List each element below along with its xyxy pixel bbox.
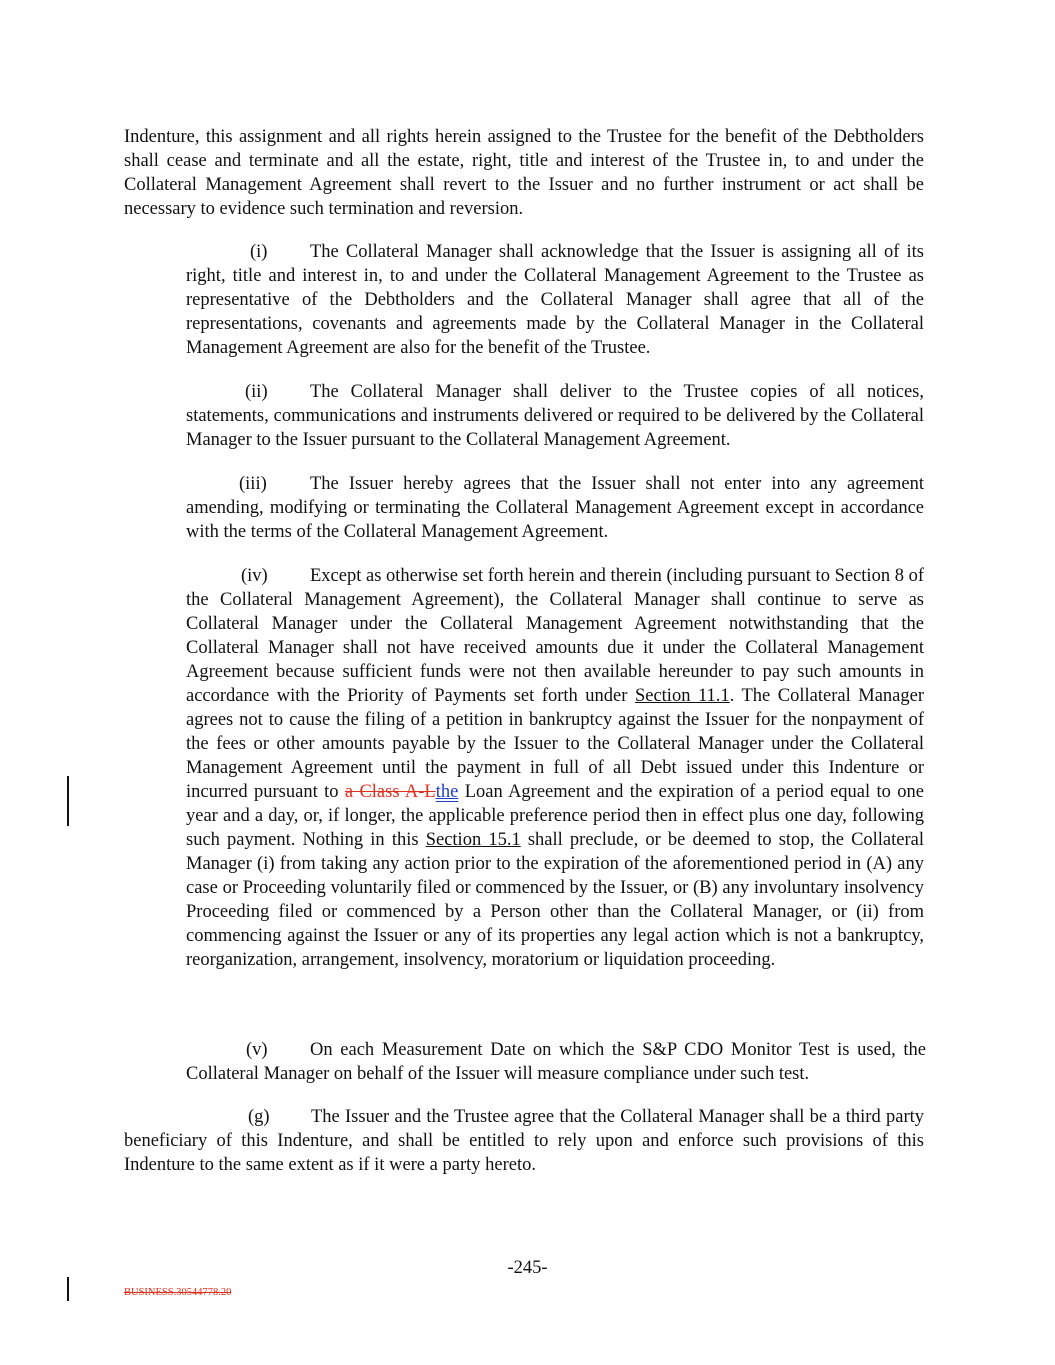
clause-g-number: (g) (248, 1107, 270, 1127)
clause-iii-number: (iii) (239, 474, 267, 494)
clause-iv (186, 564, 924, 972)
clause-iv-number: (iv) (241, 566, 268, 586)
clause-ii-number: (ii) (245, 382, 268, 402)
clause-iv-text-1: Except as otherwise set forth herein and therein (including pursuant to Section 8 of the Collateral Management Agreement), the Collateral Manager shall continue to serve as Collateral Manager under the Collateral Management Agreement notwithstanding that the Collateral Manager shall not have received amounts due it under the Collateral Management Agreement because sufficient funds were not then available hereunder to pay such amounts in accordance with the Priority of Payments set forth under (186, 566, 924, 706)
deleted-text: a Class A-L (344, 782, 436, 802)
clause-i (186, 240, 924, 360)
clause-g-text: The Issuer and the Trustee agree that the Collateral Manager shall be a third party beneficiary of this Indenture, and shall be entitled to rely upon and enforce such provisions of this Indenture to the same extent as if it were a party hereto. (124, 1107, 924, 1175)
clause-iii (186, 472, 924, 544)
clause-iv-text-3: Loan Agreement and the expiration of a period equal to one year and a day, or, if longer, the applicable preference period then in effect plus one day, following such payment. Nothing in this (186, 782, 924, 850)
change-bar (67, 1277, 69, 1301)
inserted-text: the (435, 782, 459, 802)
clause-ii-text: The Collateral Manager shall deliver to the Trustee copies of all notices, statements, communications and instruments delivered or required to be delivered by the Collateral Manager to the Issuer pursuant to the Collateral Management Agreement. (186, 382, 924, 450)
clause-ii (186, 380, 924, 452)
footer-document-id: BUSINESS.30544778.20 (124, 1287, 232, 1298)
clause-g (124, 1105, 924, 1177)
intro-paragraph: Indenture, this assignment and all rights herein assigned to the Trustee for the benefit of the Debtholders shall cease and terminate and all the estate, right, title and interest of the Trustee in, to and under the Collateral Management Agreement shall revert to the Issuer and no further instrument or act shall be necessary to evidence such termination and reversion. (124, 127, 924, 219)
section-ref-11-1: Section 11.1 (634, 686, 730, 706)
clause-v-number: (v) (246, 1040, 268, 1060)
clause-i-text: The Collateral Manager shall acknowledge that the Issuer is assigning all of its right, title and interest in, to and under the Collateral Management Agreement to the Trustee as representative of the Debtholders and the Collateral Manager shall agree that all of the representations, covenants and agreements made by the Collateral Manager in the Collateral Management Agreement are also for the benefit of the Trustee. (186, 242, 924, 358)
clause-v (186, 1038, 926, 1086)
clause-iii-text: The Issuer hereby agrees that the Issuer shall not enter into any agreement amending, modifying or terminating the Collateral Management Agreement except in accordance with the terms of the Collateral Management Agreement. (186, 474, 924, 542)
change-bar (67, 776, 69, 826)
clause-i-number: (i) (250, 242, 268, 262)
section-ref-15-1: Section 15.1 (425, 830, 521, 850)
clause-iv-text-4: shall preclude, or be deemed to stop, the Collateral Manager (i) from taking any action prior to the expiration of the aforementioned period in (A) any case or Proceeding voluntarily filed or commenced by the Issuer, or (B) any involuntary insolvency Proceeding filed or commenced by a Person other than the Collateral Manager, or (ii) from commencing against the Issuer or any of its properties any legal action which is not a bankruptcy, reorganization, arrangement, insolvency, moratorium or liquidation proceeding. (186, 830, 925, 970)
page-number: -245- (507, 1258, 548, 1278)
clause-iv-text-2: . The Collateral Manager agrees not to cause the filing of a petition in bankruptcy against the Issuer for the nonpayment of the fees or other amounts payable by the Issuer to the Collateral Manager under the Collateral Management Agreement until the payment in full of all Debt issued under this Indenture or incurred pursuant to (186, 686, 924, 802)
clause-v-text: On each Measurement Date on which the S&P CDO Monitor Test is used, the Collateral Manager on behalf of the Issuer will measure compliance under such test. (186, 1040, 926, 1084)
